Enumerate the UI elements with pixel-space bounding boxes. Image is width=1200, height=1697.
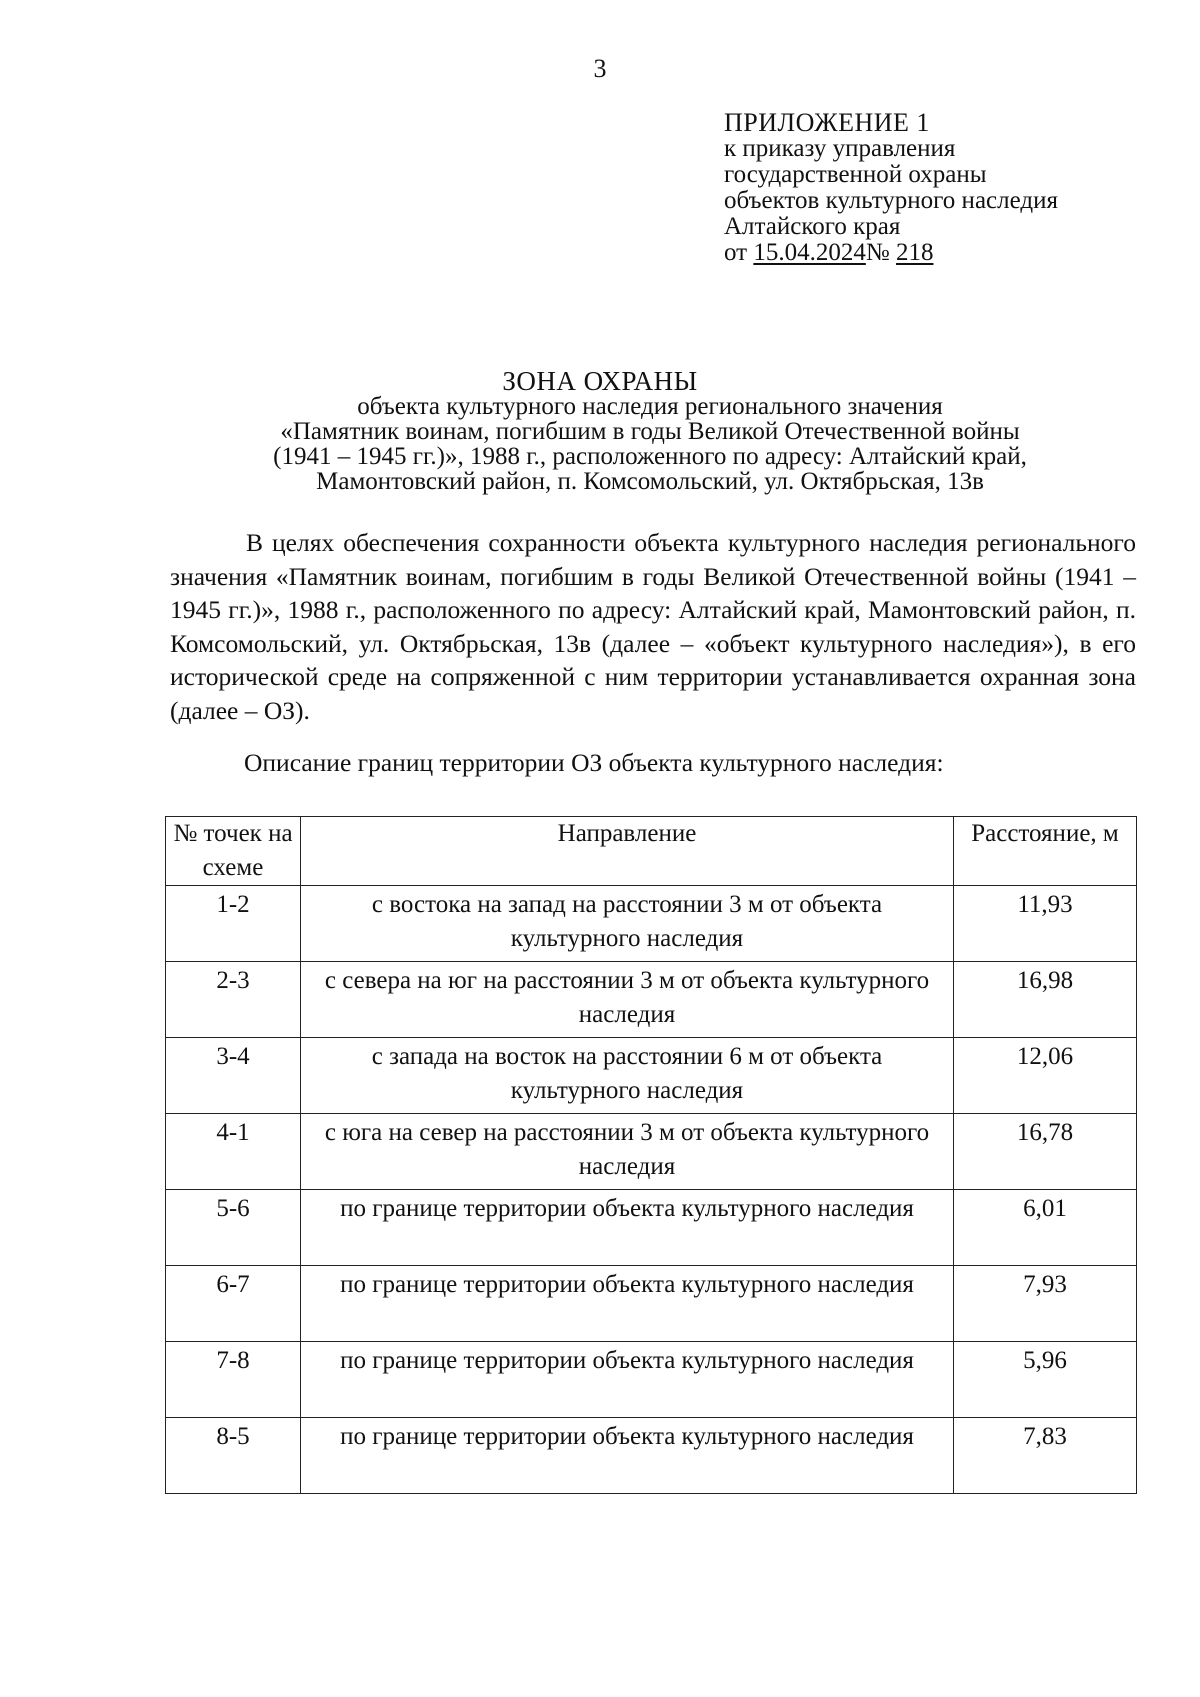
cell-points: 6-7	[166, 1266, 301, 1342]
zone-title: ЗОНА ОХРАНЫ	[502, 366, 698, 396]
cell-points: 5-6	[166, 1190, 301, 1266]
date-prefix: от	[724, 239, 748, 266]
cell-distance: 16,78	[954, 1114, 1137, 1190]
cell-points: 2-3	[166, 962, 301, 1038]
table-row	[166, 1038, 1137, 1114]
appendix-line: Алтайского края	[724, 213, 901, 240]
cell-distance: 7,93	[954, 1266, 1137, 1342]
header-direction: Направление	[301, 817, 954, 886]
table-row	[166, 1190, 1137, 1266]
cell-distance: 12,06	[954, 1038, 1137, 1114]
order-date: 15.04.2024	[753, 239, 866, 266]
cell-direction: по границе территории объекта культурного наследия	[301, 1266, 954, 1342]
cell-direction: с востока на запад на расстоянии 3 м от объекта культурного наследия	[301, 886, 954, 962]
cell-distance: 16,98	[954, 962, 1137, 1038]
table-header-row	[166, 817, 1137, 886]
cell-points: 4-1	[166, 1114, 301, 1190]
description-heading: Описание границ территории ОЗ объекта культурного наследия:	[244, 748, 944, 777]
table-row	[166, 1418, 1137, 1494]
appendix-line: к приказу управления	[724, 135, 956, 162]
cell-direction: с юга на север на расстоянии 3 м от объекта культурного наследия	[301, 1114, 954, 1190]
cell-direction: по границе территории объекта культурного наследия	[301, 1418, 954, 1494]
zone-subtitle	[160, 394, 1140, 494]
zone-subtitle-line: (1941 – 1945 гг.)», 1988 г., расположенного по адресу: Алтайский край,	[273, 443, 1027, 470]
zone-subtitle-line: Мамонтовский район, п. Комсомольский, ул. Октябрьская, 13в	[316, 468, 984, 495]
appendix-line: государственной охраны	[724, 161, 987, 188]
cell-points: 7-8	[166, 1342, 301, 1418]
cell-points: 8-5	[166, 1418, 301, 1494]
cell-points: 3-4	[166, 1038, 301, 1114]
appendix-date-line	[724, 240, 1058, 266]
header-points: № точек на схеме	[166, 817, 301, 886]
number-prefix: №	[865, 239, 890, 266]
cell-distance: 7,83	[954, 1418, 1137, 1494]
zone-subtitle-line: объекта культурного наследия регионального значения	[357, 393, 943, 420]
table-row	[166, 1114, 1137, 1190]
cell-direction: с запада на восток на расстоянии 6 м от объекта культурного наследия	[301, 1038, 954, 1114]
cell-distance: 6,01	[954, 1190, 1137, 1266]
table-row	[166, 1342, 1137, 1418]
header-distance: Расстояние, м	[954, 817, 1137, 886]
appendix-title: ПРИЛОЖЕНИЕ 1	[724, 108, 930, 137]
appendix-block	[724, 110, 1058, 266]
cell-direction: по границе территории объекта культурного наследия	[301, 1190, 954, 1266]
table-row	[166, 962, 1137, 1038]
boundaries-table	[165, 816, 1137, 1494]
cell-distance: 11,93	[954, 886, 1137, 962]
order-number: 218	[895, 239, 934, 266]
page-number: 3	[593, 54, 607, 83]
appendix-line: объектов культурного наследия	[724, 187, 1058, 214]
cell-distance: 5,96	[954, 1342, 1137, 1418]
table-row	[166, 886, 1137, 962]
cell-points: 1-2	[166, 886, 301, 962]
zone-subtitle-line: «Памятник воинам, погибшим в годы Великой Отечественной войны	[280, 418, 1020, 445]
table-row	[166, 1266, 1137, 1342]
body-paragraph: В целях обеспечения сохранности объекта культурного наследия регионального значения «Памятник воинам, погибшим в годы Великой Отечественной войны (1941 – 1945 гг.)», 1988 г., расположенного по адресу: Алтайский край, Мамонтовский район, п. Комсомольский, ул. Октябрьская, 13в (далее – «объект культурного наследия»), в его исторической среде на сопряженной с ним территории устанавливается охранная зона (далее – ОЗ).	[170, 528, 1136, 725]
cell-direction: по границе территории объекта культурного наследия	[301, 1342, 954, 1418]
cell-direction: с севера на юг на расстоянии 3 м от объекта культурного наследия	[301, 962, 954, 1038]
